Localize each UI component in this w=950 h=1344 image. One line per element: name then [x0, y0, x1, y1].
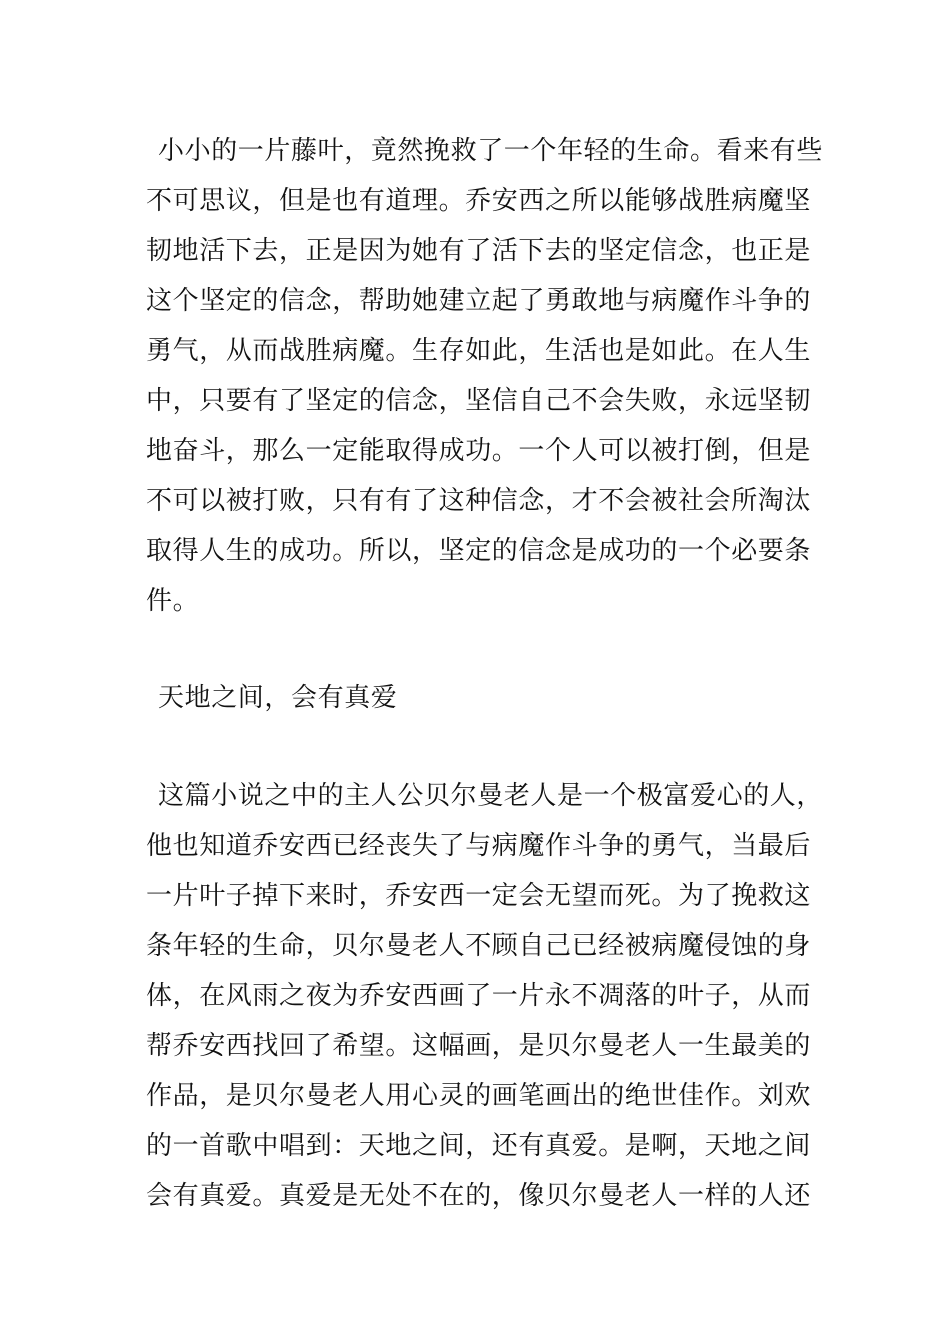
paragraph-line: 中，只要有了坚定的信念，坚信自己不会失败，永远坚韧 — [146, 386, 812, 416]
paragraph-line: 取得人生的成功。所以，坚定的信念是成功的一个必要条 — [146, 536, 812, 566]
paragraph-line: 勇气，从而战胜病魔。生存如此，生活也是如此。在人生 — [146, 336, 812, 366]
section-heading — [146, 673, 810, 723]
paragraph-line: 地奋斗，那么一定能取得成功。一个人可以被打倒，但是 — [146, 436, 812, 466]
paragraph-line: 体，在风雨之夜为乔安西画了一片永不凋落的叶子，从而 — [146, 981, 812, 1011]
paragraph-line: 作品，是贝尔曼老人用心灵的画笔画出的绝世佳作。刘欢 — [146, 1081, 812, 1111]
paragraph-line: 他也知道乔安西已经丧失了与病魔作斗争的勇气，当最后 — [146, 831, 812, 861]
paragraph-1 — [146, 126, 824, 626]
paragraph-line: 件。 — [146, 586, 200, 616]
paragraph-line: 韧地活下去，正是因为她有了活下去的坚定信念，也正是 — [146, 236, 812, 266]
paragraph-line: 不可以被打败，只有有了这种信念，才不会被社会所淘汰 — [146, 486, 812, 516]
section-heading-text: 天地之间，会有真爱 — [158, 683, 398, 713]
paragraph-2 — [146, 771, 824, 1221]
paragraph-line: 帮乔安西找回了希望。这幅画，是贝尔曼老人一生最美的 — [146, 1031, 812, 1061]
paragraph-line: 会有真爱。真爱是无处不在的，像贝尔曼老人一样的人还 — [146, 1181, 812, 1211]
paragraph-line: 条年轻的生命，贝尔曼老人不顾自己已经被病魔侵蚀的身 — [146, 931, 812, 961]
paragraph-line: 的一首歌中唱到：天地之间，还有真爱。是啊，天地之间 — [146, 1131, 812, 1161]
paragraph-line: 一片叶子掉下来时，乔安西一定会无望而死。为了挽救这 — [146, 881, 812, 911]
paragraph-line: 这篇小说之中的主人公贝尔曼老人是一个极富爱心的人， — [158, 781, 824, 811]
paragraph-line: 这个坚定的信念，帮助她建立起了勇敢地与病魔作斗争的 — [146, 286, 812, 316]
paragraph-line: 小小的一片藤叶，竟然挽救了一个年轻的生命。看来有些 — [158, 136, 824, 166]
paragraph-line: 不可思议，但是也有道理。乔安西之所以能够战胜病魔坚 — [146, 186, 812, 216]
